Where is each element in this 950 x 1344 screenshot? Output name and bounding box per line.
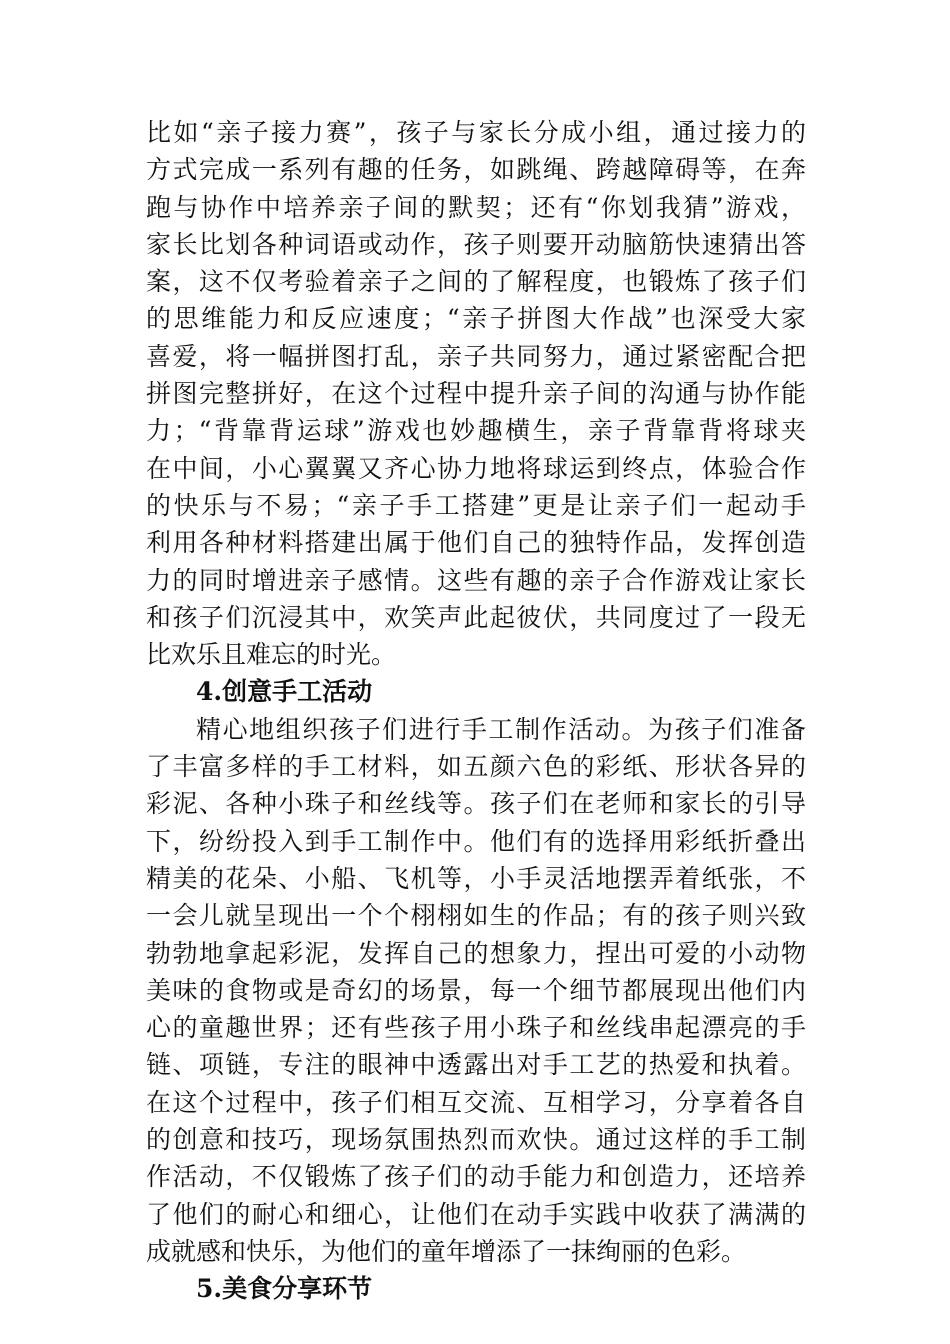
text-line: 比如“亲子接力赛”，孩子与家长分成小组，通过接力的 (146, 118, 806, 147)
text-line: 精美的花朵、小船、飞机等，小手灵活地摆弄着纸张，不 (146, 863, 806, 893)
paragraph-parent-child-games (146, 114, 806, 673)
text-line: 案，这不仅考验着亲子之间的了解程度，也锻炼了孩子们 (146, 267, 806, 297)
text-line: 作活动，不仅锻炼了孩子们的动手能力和创造力，还培养 (146, 1162, 806, 1192)
text-line: 力的同时增进亲子感情。这些有趣的亲子合作游戏让家长 (146, 565, 806, 595)
text-line: 勃勃地拿起彩泥，发挥自己的想象力，捏出可爱的小动物 (146, 938, 806, 968)
text-line: 方式完成一系列有趣的任务，如跳绳、跨越障碍等，在奔 (146, 155, 806, 185)
text-line: 的创意和技巧，现场氛围热烈而欢快。通过这样的手工制 (146, 1125, 806, 1155)
text-line: 和孩子们沉浸其中，欢笑声此起彼伏，共同度过了一段无 (146, 602, 806, 632)
text-line: 利用各种材料搭建出属于他们自己的独特作品，发挥创造 (146, 528, 806, 558)
text-line: 力；“背靠背运球”游戏也妙趣横生，亲子背靠背将球夹 (146, 416, 806, 446)
text-line: 美味的食物或是奇幻的场景，每一个细节都展现出他们内 (146, 975, 806, 1005)
text-line: 彩泥、各种小珠子和丝线等。孩子们在老师和家长的引导 (146, 789, 806, 819)
text-line: 拼图完整拼好，在这个过程中提升亲子间的沟通与协作能 (146, 379, 806, 409)
document-body (146, 114, 806, 1308)
text-line: 跑与协作中培养亲子间的默契；还有“你划我猜”游戏， (146, 192, 806, 222)
text-line: 在中间，小心翼翼又齐心协力地将球运到终点，体验合作 (146, 453, 806, 483)
section-heading-food-sharing: 5.美食分享环节 (196, 1274, 373, 1304)
text-line: 了他们的耐心和细心，让他们在动手实践中收获了满满的 (146, 1199, 806, 1229)
text-line: 下，纷纷投入到手工制作中。他们有的选择用彩纸折叠出 (146, 826, 806, 856)
text-line: 一会儿就呈现出一个个栩栩如生的作品；有的孩子则兴致 (146, 901, 806, 931)
section-heading-creative-crafts: 4.创意手工活动 (196, 677, 373, 707)
text-line: 在这个过程中，孩子们相互交流、互相学习，分享着各自 (146, 1087, 806, 1117)
text-line: 家长比划各种词语或动作，孩子则要开动脑筋快速猜出答 (146, 229, 806, 259)
text-line: 了丰富多样的手工材料，如五颜六色的彩纸、形状各异的 (146, 752, 806, 782)
text-line: 成就感和快乐，为他们的童年增添了一抹绚丽的色彩。 (146, 1236, 747, 1266)
text-line: 的快乐与不易；“亲子手工搭建”更是让亲子们一起动手 (146, 490, 806, 520)
text-line: 的思维能力和反应速度；“亲子拼图大作战”也深受大家 (146, 304, 806, 334)
paragraph-creative-crafts (146, 711, 806, 1270)
text-line: 喜爱，将一幅拼图打乱，亲子共同努力，通过紧密配合把 (146, 341, 806, 371)
text-line: 链、项链，专注的眼神中透露出对手工艺的热爱和执着。 (146, 1050, 806, 1080)
text-line: 精心地组织孩子们进行手工制作活动。为孩子们准备 (196, 714, 806, 744)
text-line: 心的童趣世界；还有些孩子用小珠子和丝线串起漂亮的手 (146, 1013, 806, 1043)
text-line: 比欢乐且难忘的时光。 (146, 640, 397, 670)
